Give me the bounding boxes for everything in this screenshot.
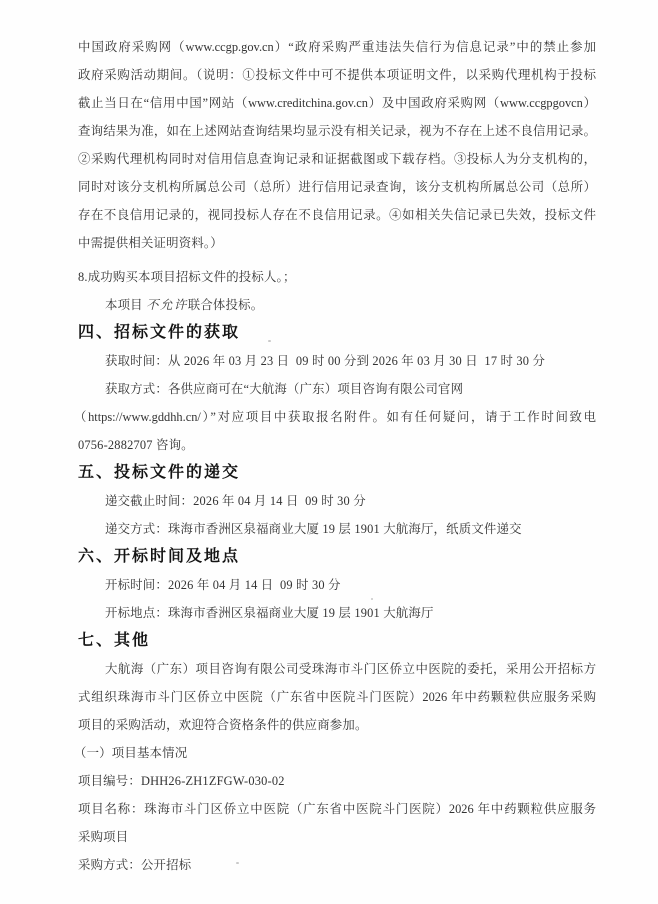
section7-intro-line: 项目的采购活动，欢迎符合资格条件的供应商参加。 xyxy=(78,718,368,732)
scan-speck xyxy=(268,340,271,342)
credit-paragraph-line: 同时对该分支机构所属总公司（总所）进行信用记录查询，该分支机构所属总公司（总所） xyxy=(78,180,596,194)
section7-intro-line: 大航海（广东）项目咨询有限公司受珠海市斗门区侨立中医院的委托，采用公开招标方 xyxy=(105,662,596,676)
credit-paragraph-line: 查询结果为准，如在上述网站查询结果均显示没有相关记录，视为不存在上述不良信用记录。 xyxy=(78,124,596,138)
credit-paragraph-line: 存在不良信用记录的，视同投标人存在不良信用记录。④如相关失信记录已失效，投标文件 xyxy=(78,208,596,222)
obtain-method-line3: 0756-2882707 咨询。 xyxy=(78,438,194,452)
credit-paragraph-line: 中需提供相关证明资料。） xyxy=(78,236,223,250)
section6-heading: 六、开标时间及地点 xyxy=(78,548,241,565)
section5-heading: 五、投标文件的递交 xyxy=(78,464,241,481)
credit-paragraph-line: 政府采购活动期间。（说明：①投标文件中可不提供本项证明文件，以采购代理机构于投标 xyxy=(78,68,596,82)
obtain-method-line2: （https://www.gddhh.cn/）”对应项目中获取报名附件。如有任何疑问，请于工作时间致电 xyxy=(74,410,596,424)
submission-deadline: 递交截止时间：2026 年 04 月 14 日 09 时 30 分 xyxy=(105,494,366,508)
section4-heading: 四、招标文件的获取 xyxy=(78,324,241,341)
purchase-method: 采购方式：公开招标 xyxy=(78,858,192,872)
project-name-line1: 项目名称：珠海市斗门区侨立中医院（广东省中医院斗门医院）2026 年中药颗粒供应服务 xyxy=(78,802,596,816)
submission-method: 递交方式：珠海市香洲区泉福商业大厦 19 层 1901 大航海厅，纸质文件递交 xyxy=(105,522,522,536)
joint-bid-prefix: 本项目 xyxy=(105,298,147,312)
bid-opening-place: 开标地点：珠海市香洲区泉福商业大厦 19 层 1901 大航海厅 xyxy=(105,606,434,620)
joint-bid-suffix: 联合体投标。 xyxy=(187,298,264,312)
project-name-line2: 采购项目 xyxy=(78,830,129,844)
credit-paragraph-line: 截止当日在“信用中国”网站（www.creditchina.gov.cn）及中国政府采购网（www.ccgpgovcn） xyxy=(78,96,596,110)
bidder-qualification-item: 8.成功购买本项目招标文件的投标人。； xyxy=(78,270,296,284)
scan-speck xyxy=(371,598,373,600)
credit-paragraph-line: 中国政府采购网（www.ccgp.gov.cn）“政府采购严重违法失信行为信息记录”中的禁止参加 xyxy=(78,40,596,54)
section7-intro-line: 式组织珠海市斗门区侨立中医院（广东省中医院斗门医院）2026 年中药颗粒供应服务采购 xyxy=(78,690,596,704)
joint-bid-emphasis: 不允许 xyxy=(146,298,188,312)
project-number: 项目编号：DHH26-ZH1ZFGW-030-02 xyxy=(78,774,285,788)
basic-info-heading: （一）项目基本情况 xyxy=(74,746,188,760)
obtain-method-line1: 获取方式：各供应商可在“大航海（广东）项目咨询有限公司官网 xyxy=(105,382,464,396)
obtain-time: 获取时间：从 2026 年 03 月 23 日 09 时 00 分到 2026 年 03 月 30 日 17 时 30 分 xyxy=(105,354,546,368)
section7-heading: 七、其他 xyxy=(78,632,151,649)
bid-opening-time: 开标时间：2026 年 04 月 14 日 09 时 30 分 xyxy=(105,578,341,592)
credit-paragraph-line: ②采购代理机构同时对信用信息查询记录和证据截图或下载存档。③投标人为分支机构的， xyxy=(78,152,596,166)
scan-speck xyxy=(236,862,239,864)
joint-bid-statement xyxy=(78,291,596,319)
